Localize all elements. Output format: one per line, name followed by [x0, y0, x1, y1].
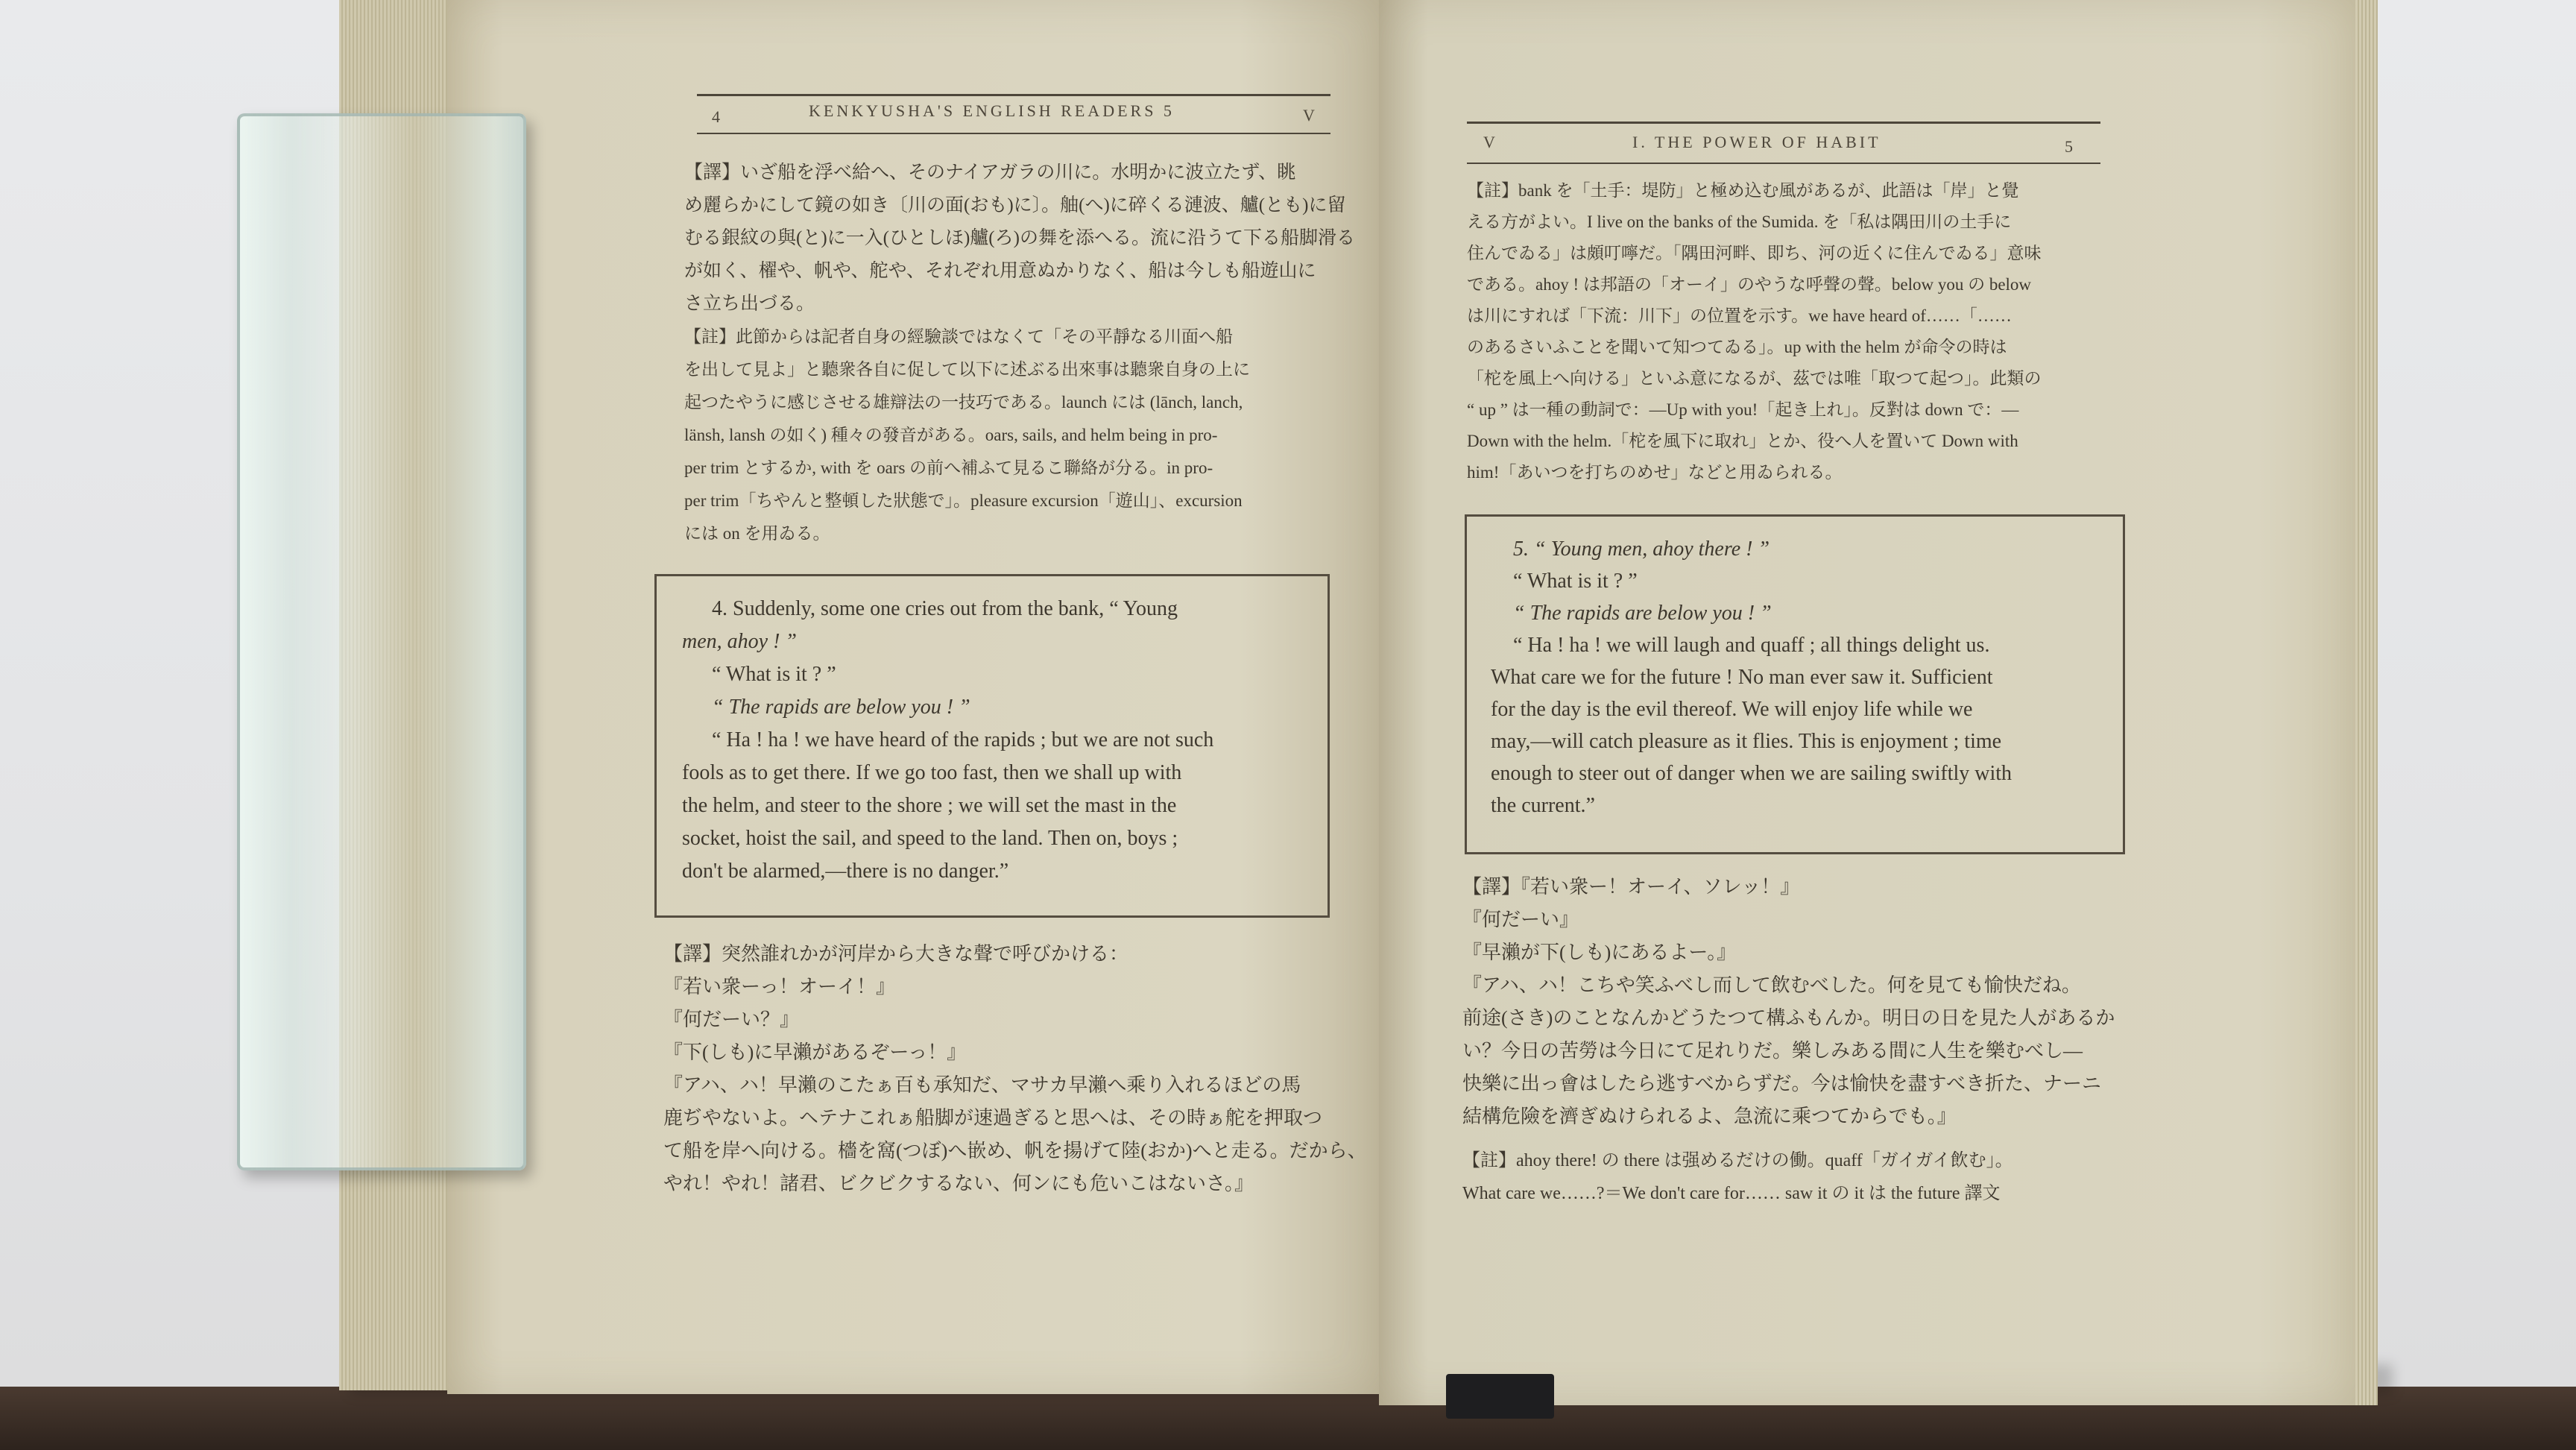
left-header-rule — [697, 94, 1330, 96]
left-page-number: 4 — [712, 107, 723, 126]
black-clip — [1446, 1374, 1554, 1419]
right-page-number: 5 — [2065, 137, 2076, 156]
left-running-title: KENKYUSHA'S ENGLISH READERS 5 — [809, 101, 1175, 120]
glass-paperweight — [237, 113, 526, 1170]
right-running-title: I. THE POWER OF HABIT — [1632, 133, 1881, 151]
right-comment-2: 【註】ahoy there! の there は强めるだけの働。quaff「ガイガイ飲む」。 What care we……?＝We don't care for…… saw it の it は the future 譯文 — [1462, 1151, 2013, 1203]
right-comment-note: 【註】bank を「土手：堤防」と極め込む風があるが、此語は「岸」と覺 える方がよい。I live on the banks of the Sumida. を「私は隅田川の土手に 住んでゐる」は頗叮嚀だ。「隅田河畔、即ち、河の近くに住んでゐる」意味 である。ahoy ! は邦語の「オーイ」のやうな呼聲の聲。below you の below は川にすれば「下流：川下」の位置を示す。we have heard of……「…… のあるさいふことを聞いて知つてゐる」。up with the helm が命令の時は 「柁を風上へ向ける」といふ意になるが、茲では唯「取つて起つ」。此類の “ up ” は一種の動詞で：—Up with you!「起き上れ」。反對は down で：— Down with the helm.「柁を風下に取れ」とか、役へ人を置いて Down with him!「あいつを打ちのめせ」などと用ゐられる。 — [1467, 181, 2042, 482]
right-boxed-passage: 5. “ Young men, ahoy there ! ” “ What is it ? ” “ The rapids are below you ! ” “ Ha ! ha ! we will laugh and quaff ; all things delight us. What care we for the future ! No man ever saw it. Sufficient for the day is the evil thereof. We will enjoy life while we may,—will catch pleasure as it flies. This is enjoyment ; time enough to steer out of danger when we are sailing swiftly with the current.” — [1491, 538, 2012, 817]
left-translation-note: 【譯】いざ船を浮べ給へ、そのナイアガラの川に。水明かに波立たず、眺 め麗らかにして鏡の如き〔川の面(おも)に〕。舳(へ)に碎くる漣波、艫(とも)に留 むる銀紋の與(と)に一入(ひとしほ)艫(ろ)の舞を添へる。流に沿うて下る船脚滑る が如く、櫂や、帆や、舵や、それぞれ用意ぬかりなく、船は今しも船遊山に さ立ち出づる。 — [684, 163, 1355, 314]
left-section: V — [1303, 106, 1318, 124]
left-header-rule-2 — [697, 133, 1330, 134]
left-boxed-passage: 4. Suddenly, some one cries out from the bank, “ Young men, ahoy ! ” “ What is it ? ” “ The rapids are below you ! ” “ Ha ! ha ! we have heard of the rapids ; but we are not such fools as to get there. If we go too fast, then we shall up with the helm, and steer to the shore ; we will set the mast in the socket, hoist the sail, and speed to the land. Then on, boys ; don't be alarmed,—there is no danger.” — [682, 597, 1214, 883]
left-comment-note: 【註】此節からは記者自身の經驗談ではなくて「その平靜なる川面へ船 を出して見よ」と聽衆各自に促して以下に述ぶる出來事は聽衆自身の上に 起つたやうに感じさせる雄辯法の一技巧である。launch には (lānch, lanch, länsh, lansh の如く) 種々の發音がある。oars, sails, and helm being in pro- per trim とするか, with を oars の前へ補ふて見るこ聯絡が分る。in pro- per trim「ちやんと整頓した狀態で」。pleasure excursion「遊山」、excursion には on を用ゐる。 — [684, 327, 1250, 543]
right-section: V — [1483, 133, 1498, 151]
right-page-stack-edge — [2355, 0, 2378, 1405]
right-header-rule — [1467, 122, 2100, 124]
right-header-rule-2 — [1467, 163, 2100, 164]
left-translation-2: 【譯】突然誰れかが河岸から大きな聲で呼びかける： 『若い衆ーっ！オーイ！』 『何だーい？』 『下(しも)に早瀨があるぞーっ！』 『アハ、ハ！早瀨のこたぁ百も承知だ、マサカ早瀨へ乘り入れるほどの馬 鹿ぢやないよ。ヘテナこれぁ船脚が速過ぎると思へは、その時ぁ舵を押取つ て船を岸へ向ける。檣を窩(つぼ)へ嵌め、帆を揚げて陸(おか)へと走る。だから、 やれ！やれ！諸君、ビクビクするない、何ンにも危いこはないさ。』 — [663, 943, 1367, 1194]
right-translation: 【譯】『若い衆ー！オーイ、ソレッ！』 『何だーい』 『早瀨が下(しも)にあるよー。』 『アハ、ハ！こちや笑ふべし而して飲むべした。何を見ても愉快だね。 前途(さき)のことなんかどうたつて構ふもんか。明日の日を見た人があるか い？今日の苦勞は今日にて足れりだ。樂しみある間に人生を樂むべし— 快樂に出っ會はしたら逃すべからずだ。今は愉快を盡すべき折た、ナーニ 結構危險を濟ぎぬけられるよ、急流に乘つてからでも。』 — [1462, 876, 2115, 1127]
